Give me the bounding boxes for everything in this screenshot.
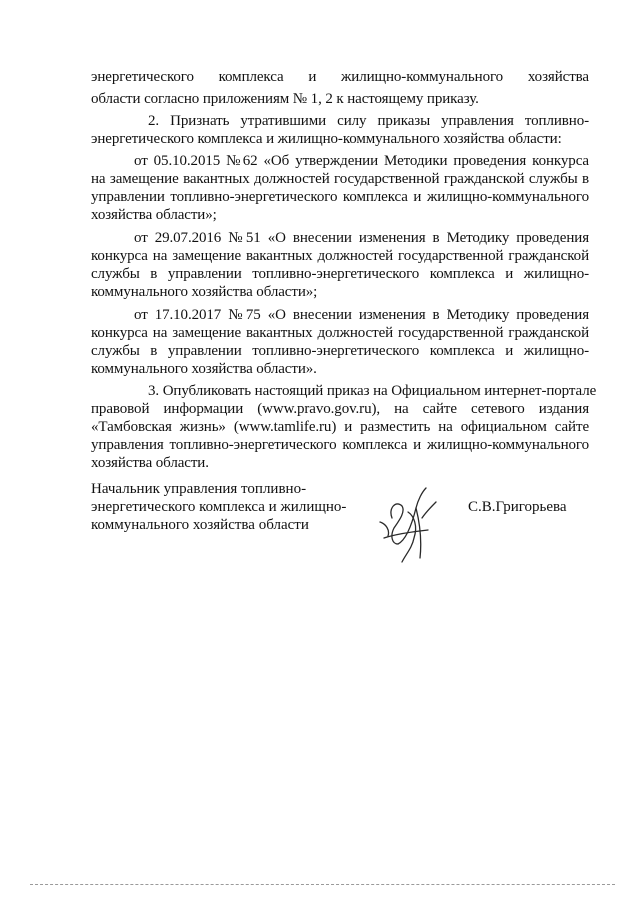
paragraph-3-first-line: 3. Опубликовать настоящий приказ на Официальном интернет-портале [148, 383, 597, 399]
body-line: конкурса на замещение вакантных должностей государственной гражданской [91, 248, 589, 264]
item-2017-first-line: от 17.10.2017 №75 «О внесении изменения в Методику проведения [134, 307, 589, 323]
body-line: коммунального хозяйства области». [91, 361, 317, 377]
body-line: на замещение вакантных должностей государственной гражданской службы в [91, 171, 589, 187]
body-line: управления топливно-энергетического комплекса и жилищно-коммунального [91, 437, 589, 453]
body-line: «Тамбовская жизнь» (www.tamlife.ru) и разместить на официальном сайте [91, 419, 589, 435]
body-line: правовой информации (www.pravo.gov.ru), на сайте сетевого издания [91, 401, 589, 417]
body-line: службы в управлении топливно-энергетического комплекса и жилищно- [91, 343, 589, 359]
body-line: службы в управлении топливно-энергетического комплекса и жилищно- [91, 266, 589, 282]
body-line: конкурса на замещение вакантных должностей государственной гражданской [91, 325, 589, 341]
signatory-position-line: энергетического комплекса и жилищно- [91, 499, 347, 515]
paragraph-2-first-line: 2. Признать утратившими силу приказы управления топливно- [148, 113, 589, 129]
scan-bottom-border [30, 884, 615, 885]
body-line: хозяйства области»; [91, 207, 217, 223]
body-line: управлении топливно-энергетического комплекса и жилищно-коммунального [91, 189, 589, 205]
signatory-name: С.В.Григорьева [468, 499, 567, 515]
body-line: энергетического комплекса и жилищно-коммунального хозяйства [91, 69, 589, 85]
item-2015-first-line: от 05.10.2015 №62 «Об утверждении Методики проведения конкурса [134, 153, 589, 169]
body-line: хозяйства области. [91, 455, 209, 471]
signatory-position-line: коммунального хозяйства области [91, 517, 309, 533]
body-line: области согласно приложениям № 1, 2 к настоящему приказу. [91, 91, 479, 107]
handwritten-signature [362, 478, 462, 578]
body-line: коммунального хозяйства области»; [91, 284, 318, 300]
item-2016-first-line: от 29.07.2016 №51 «О внесении изменения в Методику проведения [134, 230, 589, 246]
body-line: энергетического комплекса и жилищно-коммунального хозяйства области: [91, 131, 562, 147]
signatory-position-line: Начальник управления топливно- [91, 481, 307, 497]
